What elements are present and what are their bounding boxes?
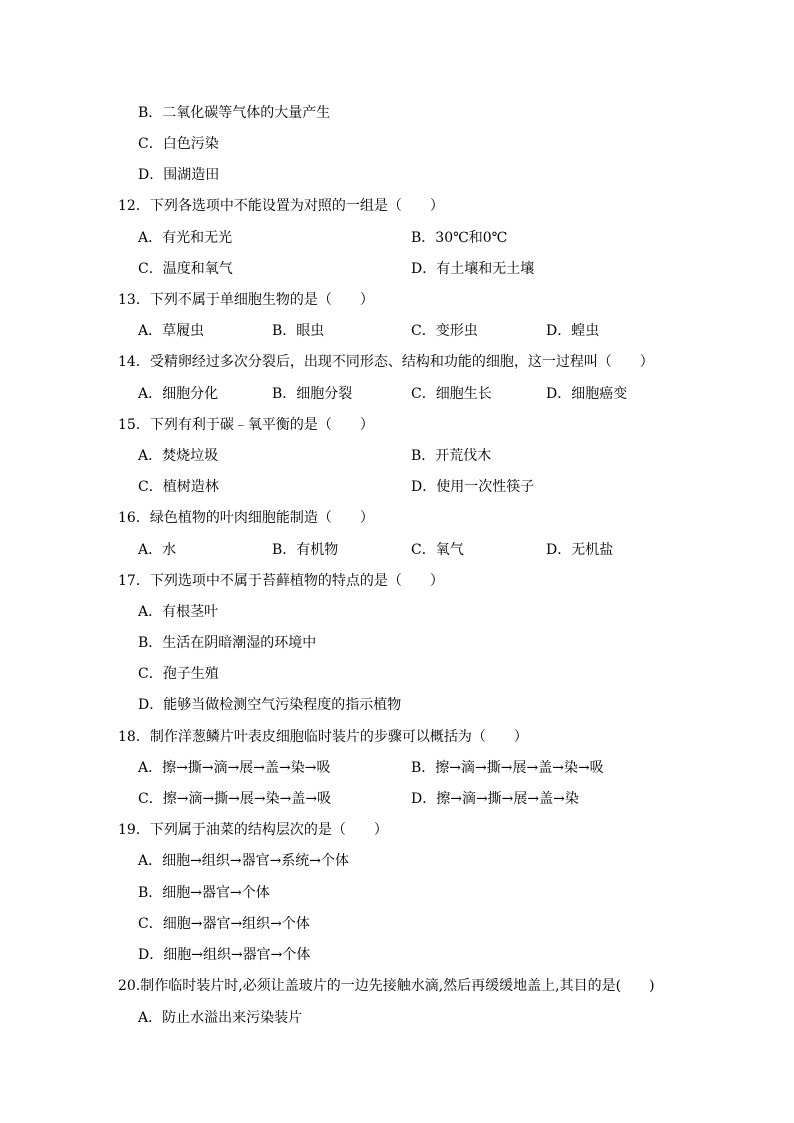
question-stem: 15．下列有利于碳﹣氧平衡的是（ ） (118, 417, 374, 433)
question-stem: 18．制作洋葱鳞片叶表皮细胞临时装片的步骤可以概括为（ ） (118, 729, 528, 745)
answer-option: D．能够当做检测空气污染程度的指示植物 (138, 697, 402, 713)
answer-option: D．细胞癌变 (546, 386, 628, 402)
answer-option: B．有机物 (272, 542, 339, 558)
answer-option: B．生活在阴暗潮湿的环境中 (138, 635, 317, 651)
answer-option: B．开荒伐木 (411, 448, 492, 464)
answer-option: D．使用一次性筷子 (411, 479, 535, 495)
answer-option: C．细胞→器官→组织→个体 (138, 916, 310, 932)
question-stem: 17．下列选项中不属于苔藓植物的特点的是（ ） (118, 573, 444, 589)
answer-option: A．有光和无光 (138, 230, 233, 246)
answer-option: A．细胞→组织→器官→系统→个体 (138, 853, 350, 869)
answer-option: C．植树造林 (138, 479, 219, 495)
question-stem: 14．受精卵经过多次分裂后，出现不同形态、结构和功能的细胞，这一过程叫（ ） (118, 354, 654, 370)
question-stem: 19．下列属于油菜的结构层次的是（ ） (118, 822, 388, 838)
answer-option: A．有根茎叶 (138, 604, 219, 620)
answer-option: D．细胞→组织→器官→个体 (138, 947, 311, 963)
answer-option: C．孢子生殖 (138, 666, 219, 682)
answer-option: B．眼虫 (272, 323, 325, 339)
answer-option: B．30℃和0℃ (411, 230, 508, 246)
answer-option: C．细胞生长 (411, 386, 492, 402)
answer-option: D．围湖造田 (138, 167, 220, 183)
answer-option: B．擦→滴→撕→展→盖→染→吸 (411, 760, 604, 776)
answer-option: D．有土壤和无土壤 (411, 261, 535, 277)
question-stem: 16．绿色植物的叶肉细胞能制造（ ） (118, 510, 374, 526)
answer-option: A．草履虫 (138, 323, 205, 339)
question-stem: 20.制作临时装片时,必须让盖玻片的一边先接触水滴,然后再缓缓地盖上,其目的是( ) (118, 978, 655, 994)
answer-option: D．蝗虫 (546, 323, 600, 339)
answer-option: A．焚烧垃圾 (138, 448, 219, 464)
answer-option: A．防止水溢出来污染装片 (138, 1010, 303, 1026)
answer-option: B．细胞→器官→个体 (138, 885, 270, 901)
answer-option: A．水 (138, 542, 177, 558)
answer-option: B．细胞分裂 (272, 386, 353, 402)
answer-option: C．白色污染 (138, 136, 219, 152)
question-stem: 13．下列不属于单细胞生物的是（ ） (118, 292, 374, 308)
answer-option: C．变形虫 (411, 323, 478, 339)
answer-option: C．氧气 (411, 542, 464, 558)
answer-option: A．细胞分化 (138, 386, 219, 402)
answer-option: B．二氧化碳等气体的大量产生 (138, 105, 331, 121)
answer-option: C．擦→滴→撕→展→染→盖→吸 (138, 791, 332, 807)
question-stem: 12．下列各选项中不能设置为对照的一组是（ ） (118, 198, 444, 214)
answer-option: D．无机盐 (546, 542, 614, 558)
answer-option: D．擦→滴→撕→展→盖→染 (411, 791, 579, 807)
answer-option: A．擦→撕→滴→展→盖→染→吸 (138, 760, 331, 776)
answer-option: C．温度和氧气 (138, 261, 233, 277)
